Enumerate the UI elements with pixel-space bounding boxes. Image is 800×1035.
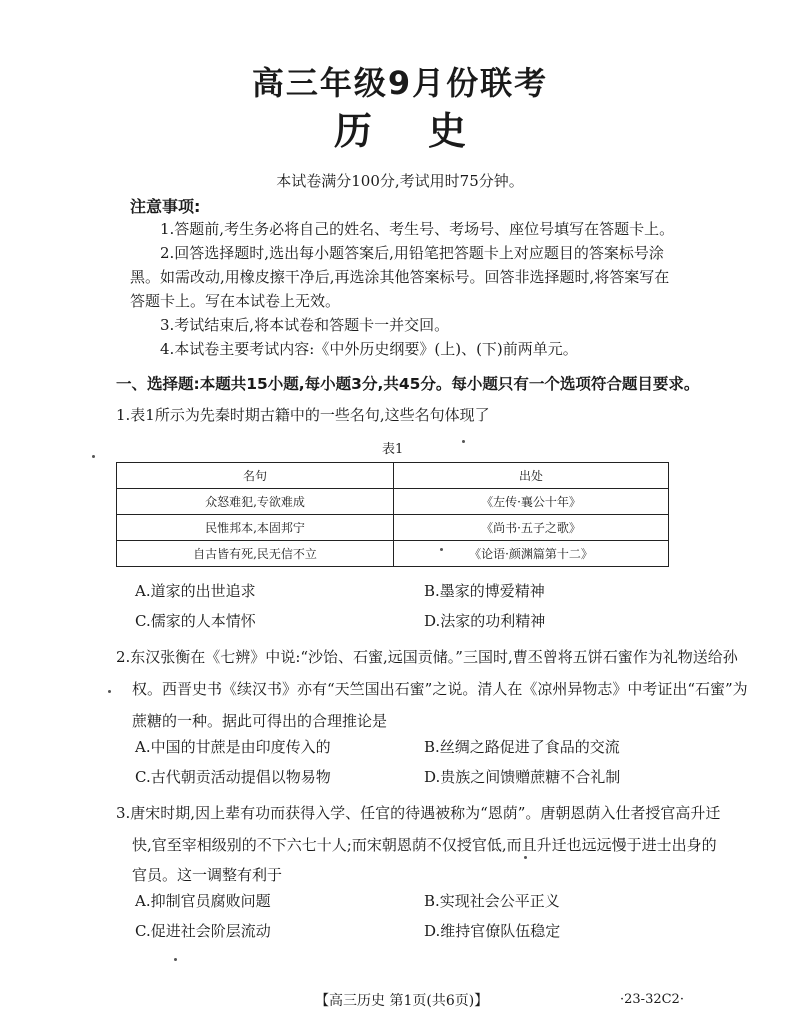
scan-speck	[92, 455, 95, 458]
q2-stem-line-3: 蔗糖的一种。据此可得出的合理推论是	[132, 712, 388, 730]
q1-option-b: B.墨家的博爱精神	[424, 582, 545, 600]
notice-line-3: 黑。如需改动,用橡皮擦干净后,再选涂其他答案标号。回答非选择题时,将答案写在	[130, 268, 670, 286]
table-cell: 民惟邦本,本固邦宁	[117, 515, 394, 541]
q1-option-c: C.儒家的人本情怀	[135, 612, 256, 630]
q3-stem-line-1: 3.唐宋时期,因上辈有功而获得入学、任官的待遇被称为“恩荫”。唐朝恩荫入仕者授官高升迁	[116, 804, 721, 822]
q1-option-a: A.道家的出世追求	[135, 582, 256, 600]
exam-code: ·23-32C2·	[620, 992, 684, 1007]
subject-char-2: 史	[428, 109, 467, 153]
subject-char-1: 历	[333, 109, 372, 153]
scan-speck	[524, 856, 527, 859]
scan-speck	[462, 440, 465, 443]
table-caption: 表1	[382, 442, 404, 457]
exam-title: 高三年级9月份联考	[251, 64, 549, 102]
subject-title	[0, 100, 800, 155]
q3-stem-line-2: 快,官至宰相级别的不下六七十人;而宋朝恩荫不仅授官低,而且升迁也远远慢于进士出身的	[132, 836, 717, 854]
q2-option-d: D.贵族之间馈赠蔗糖不合礼制	[424, 768, 621, 786]
table-header-cell: 出处	[394, 463, 669, 489]
q3-option-a: A.抑制官员腐败问题	[135, 892, 271, 910]
q2-stem-line-2: 权。西晋史书《续汉书》亦有“天竺国出石蜜”之说。清人在《凉州异物志》中考证出“石蜜”为	[132, 680, 748, 698]
q2-option-c: C.古代朝贡活动提倡以物易物	[135, 768, 331, 786]
section-heading: 一、选择题:本题共15小题,每小题3分,共45分。每小题只有一个选项符合题目要求。	[116, 375, 700, 393]
table-cell: 《尚书·五子之歌》	[394, 515, 669, 541]
notice-line-2: 2.回答选择题时,选出每小题答案后,用铅笔把答题卡上对应题目的答案标号涂	[160, 244, 664, 262]
notice-line-5: 3.考试结束后,将本试卷和答题卡一并交回。	[160, 316, 450, 334]
q2-option-a: A.中国的甘蔗是由印度传入的	[135, 738, 331, 756]
notice-line-6: 4.本试卷主要考试内容:《中外历史纲要》(上)、(下)前两单元。	[160, 340, 578, 358]
q2-stem-line-1: 2.东汉张衡在《七辨》中说:“沙饴、石蜜,远国贡储。”三国时,曹丕曾将五饼石蜜作为礼物送给孙	[116, 648, 738, 666]
notice-line-1: 1.答题前,考生务必将自己的姓名、考生号、考场号、座位号填写在答题卡上。	[160, 220, 675, 238]
notice-line-4: 答题卡上。写在本试卷上无效。	[130, 292, 341, 310]
scan-speck	[108, 690, 111, 693]
exam-info: 本试卷满分100分,考试用时75分钟。	[276, 172, 524, 190]
q3-option-c: C.促进社会阶层流动	[135, 922, 271, 940]
table-cell: 自古皆有死,民无信不立	[117, 541, 394, 567]
q3-option-b: B.实现社会公平正义	[424, 892, 560, 910]
table-header-cell: 名句	[117, 463, 394, 489]
table-row	[117, 541, 669, 567]
page-footer: 【高三历史 第1页(共6页)】	[315, 993, 489, 1009]
q1-option-d: D.法家的功利精神	[424, 612, 546, 630]
q1-stem: 1.表1所示为先秦时期古籍中的一些名句,这些名句体现了	[116, 406, 490, 424]
scan-speck	[174, 958, 177, 961]
q3-stem-line-3: 官员。这一调整有利于	[132, 866, 283, 884]
table-row	[117, 489, 669, 515]
table-header-row	[117, 463, 669, 489]
q3-option-d: D.维持官僚队伍稳定	[424, 922, 561, 940]
notice-heading: 注意事项:	[130, 197, 201, 216]
table-cell: 众怒难犯,专欲难成	[117, 489, 394, 515]
q2-option-b: B.丝绸之路促进了食品的交流	[424, 738, 620, 756]
q1-table	[116, 462, 669, 567]
table-cell: 《论语·颜渊篇第十二》	[394, 541, 669, 567]
table-cell: 《左传·襄公十年》	[394, 489, 669, 515]
table-row	[117, 515, 669, 541]
scan-speck	[440, 548, 443, 551]
